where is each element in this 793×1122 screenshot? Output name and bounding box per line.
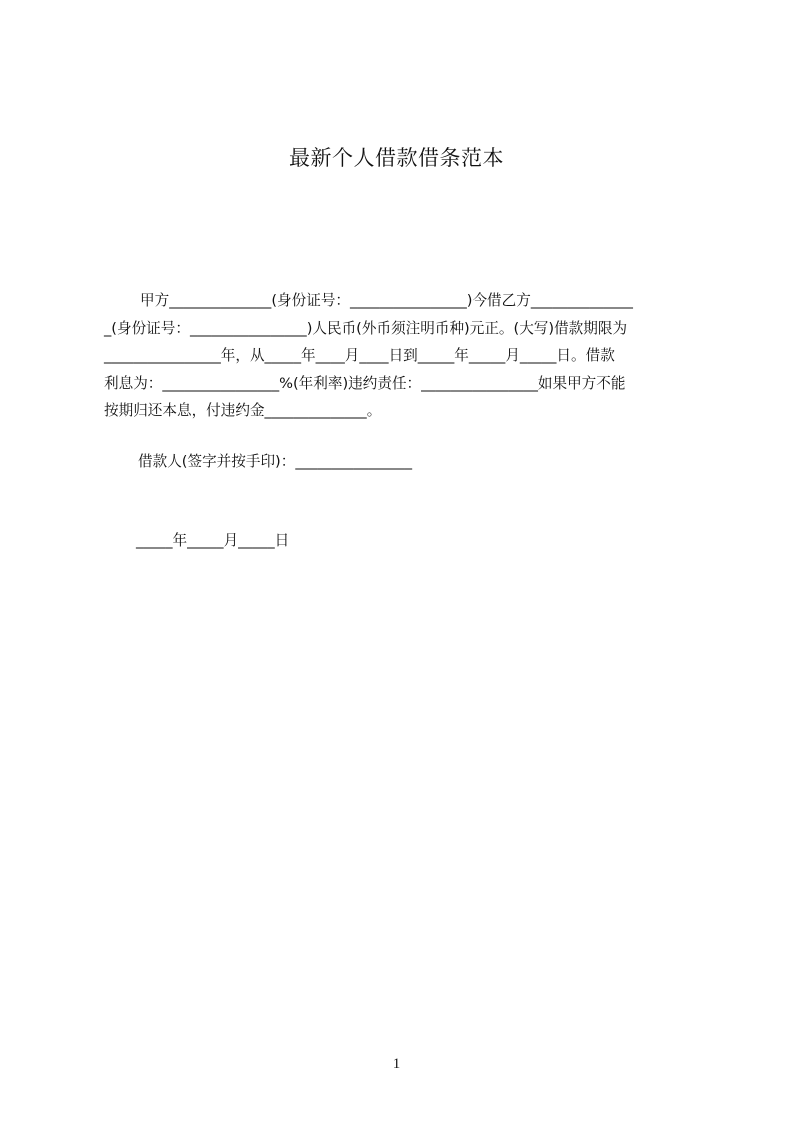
document-title: 最新个人借款借条范本: [289, 146, 504, 170]
signing-date-line: _____年_____月_____日: [136, 532, 290, 549]
paragraph-line-1: 甲方______________(身份证号：________________)今借乙方______________: [140, 292, 633, 309]
paragraph-line-3: ________________年，从_____年____月____日到_____年_____月_____日。借款: [104, 347, 615, 364]
borrower-signature-line: 借款人(签字并按手印)：________________: [138, 453, 413, 470]
paragraph-line-5: 按期归还本息，付违约金______________。: [104, 402, 382, 419]
loan-terms-paragraph: [104, 287, 700, 425]
page-number: 1: [392, 1056, 401, 1072]
paragraph-line-2: _(身份证号：________________)人民币(外币须注明币种)元正。(大写)借款期限为: [104, 319, 628, 337]
paragraph-line-4: 利息为：________________%(年利率)违约责任：________________如果甲方不能: [104, 374, 626, 392]
